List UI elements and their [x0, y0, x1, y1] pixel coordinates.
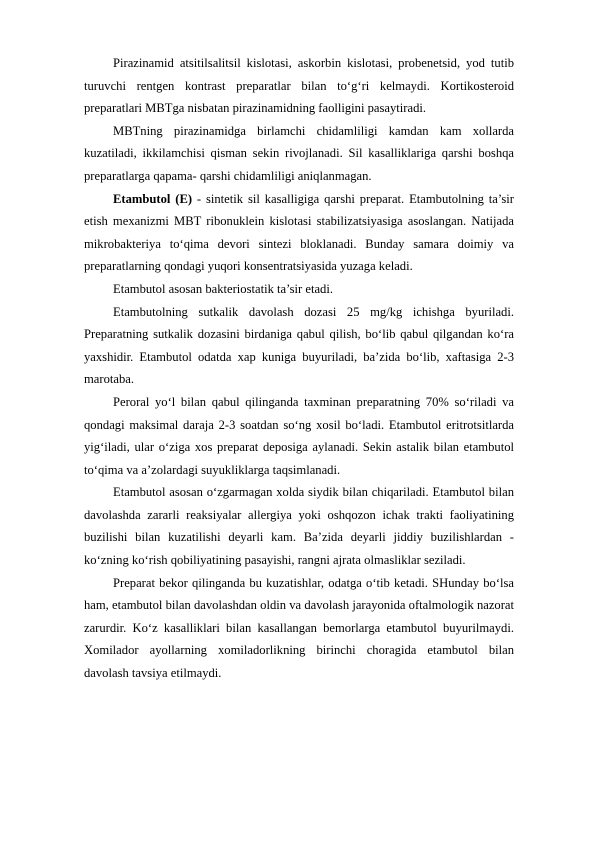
- paragraph-pirazinamid-interactions: [84, 52, 514, 120]
- paragraph-text: Pirazinamid atsitilsalitsil kislotasi, askorbin kislotasi, probenetsid, yod tutib turuvchi rentgen kontrast preparatlar bilan to‘g‘ri kelmaydi. Kortikosteroid preparatlari MBTga nisbatan pirazinamidning faolligini pasaytiradi.: [84, 56, 514, 116]
- paragraph-mbt-resistance: [84, 120, 514, 188]
- paragraph-dosage: [84, 301, 514, 391]
- paragraph-text: MBTning pirazinamidga birlamchi chidamliligi kamdan kam xollarda kuzatiladi, ikkilamchisi qisman sekin rivojlanadi. Sil kasalliklariga qarshi boshqa preparatlarga qapama- qarshi chidamliligi aniqlanmagan.: [84, 123, 514, 183]
- paragraph-bacteriostatic: [84, 278, 514, 301]
- paragraph-text: Etambutol asosan bakteriostatik ta’sir etadi.: [113, 281, 333, 296]
- paragraph-text: Etambutolning sutkalik davolash dozasi 25 mg/kg ichishga byuriladi. Preparatning sutkalik dozasini birdaniga qabul qilish, bo‘lib qabul qilgandan ko‘ra yaxshidir. Etambutol odatda xap kuniga buyuriladi, ba’zida bo‘lib, xaftasiga 2-3 marotaba.: [84, 304, 514, 387]
- paragraph-text: Preparat bekor qilinganda bu kuzatishlar, odatga o‘tib ketadi. SHunday bo‘lsa ham, etambutol bilan davolashdan oldin va davolash jarayonida oftalmologik nazorat zarurdir. Ko‘z kasalliklari bilan kasallangan bemorlarga etambutol buyurilmaydi. Xomilador ayollarning xomiladorlikning birinchi choragida etambutol bilan davolash tavsiya etilmaydi.: [84, 575, 514, 681]
- paragraph-absorption: [84, 391, 514, 481]
- drug-name-heading: Etambutol (E): [113, 191, 193, 206]
- paragraph-excretion: [84, 481, 514, 571]
- paragraph-text: Etambutol asosan o‘zgarmagan xolda siydik bilan chiqariladi. Etambutol bilan davolashda zararli reaksiyalar allergiya yoki oshqozon ichak trakti faoliyatining buzilishi bilan kuzatilishi deyarli kam. Ba’zida deyarli jiddiy buzilishlardan - ko‘zning ko‘rish qobiliyatining pasayishi, rangni ajrata olmasliklar seziladi.: [84, 485, 514, 568]
- paragraph-text: - sintetik sil kasalligiga qarshi preparat. Etambutolning ta’sir etish mexanizmi MBT ribonuklein kislotasi stabilizatsiyasiga asoslangan. Natijada mikrobakteriya to‘qima devori sintezi bloklanadi. Bunday samara doimiy va preparatlarning qondagi yuqori konsentratsiyasida yuzaga keladi.: [84, 191, 514, 274]
- paragraph-text: Peroral yo‘l bilan qabul qilinganda taxminan preparatning 70% so‘riladi va qondagi maksimal daraja 2-3 soatdan so‘ng xosil bo‘ladi. Etambutol eritrotsitlarda yig‘iladi, ular o‘ziga xos preparat deposiga aylanadi. Sekin astalik bilan etambutol to‘qima va a’zolardagi suyukliklarga taqsimlanadi.: [84, 394, 514, 477]
- paragraph-etambutol-intro: [84, 188, 514, 278]
- document-page: [84, 52, 514, 685]
- paragraph-contraindications: [84, 572, 514, 685]
